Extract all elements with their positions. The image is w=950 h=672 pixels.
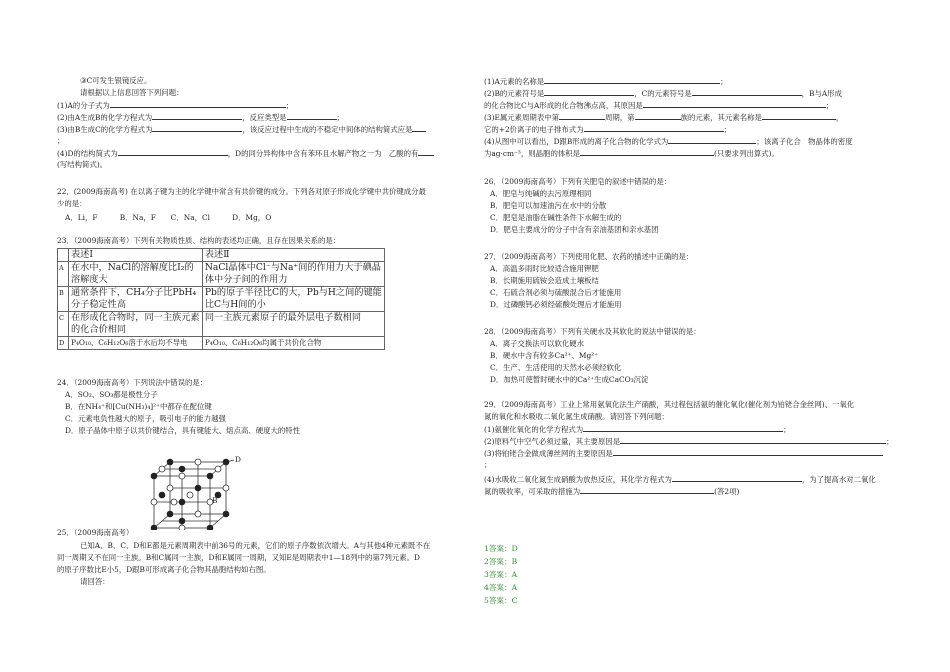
text-line: ； (484, 460, 492, 469)
option: C．肥皂是油脂在碱性条件下水解生成的 (490, 213, 622, 222)
table-row: D P₄O₁₀、C₆H₁₂O₆溶于水后均不导电 P₄O₁₀、C₆H₁₂O₆均属于共价化合物 (58, 337, 385, 350)
text-line: ③C可发生银镜反应。 (80, 76, 152, 85)
question-line: 氮的吸收率，可采取的措施为 (答2项) (484, 487, 740, 496)
answer-blank[interactable] (110, 100, 286, 108)
table-cell: 通常条件下，CH₄分子比PbH₄分子稳定性高 (69, 287, 203, 312)
table-row: C 在形成化合物时，同一主族元素的化合价相同 同一主族元素原子的最外层电子数相同 (58, 312, 385, 337)
question-line: (2)B的元素符号是 ，C的元素符号是 ，B与A形成 (484, 89, 842, 98)
question-line: (4)水吸收二氧化氮生成硝酸为放热反应，其化学方程式为 ，为了提高水对二氧化 (484, 475, 876, 484)
answer-blank[interactable] (544, 76, 720, 84)
table-cell: 在水中，NaCl的溶解度比I₂的溶解度大 (69, 262, 203, 287)
table-header: 表述Ⅰ (69, 249, 203, 262)
answer-key-3: 3答案：A (484, 570, 518, 579)
answer-blank[interactable] (287, 112, 337, 120)
option: D．加热可使暂时硬水中的Ca²⁺生成CaCO₃沉淀 (490, 375, 649, 384)
table-header-row (58, 249, 385, 262)
question-27: 27．（2009海南高考）下列使用化肥、农药的描述中正确的是： (484, 252, 694, 261)
answer-blank[interactable] (412, 124, 426, 132)
question-line: (4)D的结构简式为 ，D的同分异构体中含有苯环且水解产物之一为 乙酸的有 (57, 148, 434, 158)
table-row: A 在水中，NaCl的溶解度比I₂的溶解度大 NaCl晶体中Cl⁻与Na⁺间的作用力大于碘晶体中分子间的作用力 (58, 262, 385, 287)
question-line: (1)A元素的名称是 ； (484, 77, 728, 86)
answer-key-4: 4答案：A (484, 583, 518, 592)
answer-blank[interactable] (152, 112, 242, 120)
answer-blank[interactable] (620, 436, 886, 444)
question-line: (4)从图中可以看出，D跟B形成的离子化合物的化学式为 ；该离子化合 物晶体的密度 (484, 137, 853, 146)
text-line: 已知A、B、C、D和E都是元素周期表中前36号的元素，它们的原子序数依次增大。A与其他4种元素既不在 (80, 541, 431, 550)
text-line: 请根据以上信息回答下列问题： (80, 88, 184, 97)
answer-blank[interactable] (544, 88, 634, 96)
answer-key-1: 1答案：D (484, 544, 518, 553)
question-23: 23．（2009海南高考）下列有关物质性质、结构的表述均正确，且存在因果关系的是： (57, 236, 341, 245)
answer-blank[interactable] (584, 124, 724, 132)
text-line: ； (57, 136, 65, 145)
option: C．石硫合剂必须与硫酸混合后才能施用 (490, 288, 622, 297)
question-line: (2)由A生成B的化学方程式为 ，反应类型是 ； (57, 113, 344, 122)
question-line: (1)A的分子式为 ； (57, 101, 294, 110)
question-line: (3)E属元素周期表中第 周期，第 族的元素，其元素名称是 ， (484, 113, 844, 122)
question-line: (3)将铂铑合金做成薄丝网的主要原因是 (484, 448, 883, 458)
question-25: 25．（2009海南高考） (57, 528, 134, 537)
option: A．SO₂、SO₃都是极性分子 (65, 390, 158, 399)
table-header: 表述Ⅱ (202, 249, 384, 262)
question-29: 29．（2009海南高考）工业上常用氨氧化法生产硝酸，其过程包括氨的催化氧化(催化剂为铂铑合金丝网)、一氧化 (484, 400, 855, 409)
table-cell: P₄O₁₀、C₆H₁₂O₆溶于水后均不导电 (69, 337, 203, 350)
question-24: 24．（2009海南高考）下列说法中错误的是： (57, 378, 208, 387)
question-line: (2)原料气中空气必须过量，其主要原因是 ； (484, 437, 894, 446)
answer-blank[interactable] (672, 474, 802, 482)
question-line: 为ag·cm⁻³，则晶胞的体积是 (只要求列出算式)。 (484, 149, 779, 158)
option: B．硬水中含有较多Ca²⁺、Mg²⁺ (490, 351, 599, 360)
answer-blank[interactable] (418, 148, 434, 156)
question-line: 的化合物比C与A形成的化合物沸点高，其原因是 ； (484, 101, 834, 110)
answer-blank[interactable] (668, 136, 756, 144)
answer-blank[interactable] (643, 100, 826, 108)
table-cell: 在形成化合物时，同一主族元素的化合价相同 (69, 312, 203, 337)
table-cell: Pb的原子半径比C的大，Pb与H之间的键能比C与H间的小 (202, 287, 384, 312)
table-cell: P₄O₁₀、C₆H₁₂O₆均属于共价化合物 (202, 337, 384, 350)
answer-blank[interactable] (762, 112, 836, 120)
answer-blank[interactable] (559, 112, 605, 120)
question-26: 26．（2009海南高考）下列有关肥皂的叙述中错误的是： (484, 177, 672, 186)
question-line: (3)由B生成C的化学方程式为 ，该反应过程中生成的不稳定中间体的结构简式应是 (57, 124, 426, 134)
option: B．长期施用硫铵会造成土壤板结 (490, 276, 599, 285)
text-line: 氮的氧化和水吸收二氧化氮生成硝酸。请回答下列问题： (484, 412, 669, 421)
answer-blank[interactable] (580, 486, 714, 494)
option: D．肥皂主要成分的分子中含有亲油基团和亲水基团 (490, 225, 659, 234)
answer-blank[interactable] (152, 124, 242, 132)
option: A．离子交换法可以软化硬水 (490, 339, 585, 348)
option: D．原子晶体中原子以共价键结合，具有键能大、熔点高、硬度大的特性 (65, 426, 301, 435)
question-line: (1)氨催化氧化的化学方程式为 ； (484, 425, 791, 434)
option: C．元素电负性越大的原子，吸引电子的能力越强 (65, 414, 226, 423)
answer-key-5: 5答案：C (484, 596, 518, 605)
table-cell: NaCl晶体中Cl⁻与Na⁺间的作用力大于碘晶体中分子间的作用力 (202, 262, 384, 287)
crystal-cell-diagram (148, 458, 238, 530)
table-cell: 同一主族元素原子的最外层电子数相同 (202, 312, 384, 337)
option: A．高温多雨时比较适合施用钾肥 (490, 264, 599, 273)
question-28: 28．（2009海南高考）下列有关硬水及其软化的说法中错误的是： (484, 327, 701, 336)
answer-blank[interactable] (635, 112, 681, 120)
crystal-label-d: D (235, 455, 241, 464)
question-line: 它的+2价离子的电子排布式为 ； (484, 125, 731, 134)
question-22: 22．(2009海南高考) 在以离子键为主的化学键中常含有共价键的成分。下列各对原子形成化学键中共价键成分最 (57, 187, 426, 196)
comparison-table (57, 248, 385, 350)
text-line: 少的是： (57, 199, 87, 208)
option: B．在NH₄⁺和[Cu(NH₃)₄]²⁺中都存在配位键 (65, 402, 212, 411)
text-line: 的原子序数比E小5，D跟B可形成离子化合物其晶胞结构如右图。 (57, 565, 271, 574)
option: B．肥皂可以加速油污在水中的分散 (490, 201, 607, 210)
answer-blank[interactable] (613, 448, 883, 456)
text-line: 同一周期又不在同一主族。B和C属同一主族，D和E属同一周期，又知E是周期表中1—18列中的第7列元素。D (57, 553, 420, 562)
table-row: B 通常条件下，CH₄分子比PbH₄分子稳定性高 Pb的原子半径比C的大，Pb与H之间的键能比C与H间的小 (58, 287, 385, 312)
options-line: A．Li，F B．Na，F C．Na，Cl D．Mg，O (65, 213, 272, 222)
text-line: 请回答： (80, 577, 110, 586)
crystal-label-b: B (212, 496, 218, 505)
answer-blank[interactable] (118, 148, 228, 156)
text-line: (写结构简式)。 (57, 160, 108, 169)
option: D．过磷酸钙必须经硫酸处理后才能施用 (490, 300, 622, 309)
option: C．生产、生活使用的天然水必须经软化 (490, 363, 622, 372)
answer-blank[interactable] (580, 148, 714, 156)
answer-blank[interactable] (583, 424, 783, 432)
answer-key-2: 2答案：B (484, 557, 518, 566)
option: A．肥皂与纯碱的去污原理相同 (490, 189, 592, 198)
answer-blank[interactable] (692, 88, 802, 96)
